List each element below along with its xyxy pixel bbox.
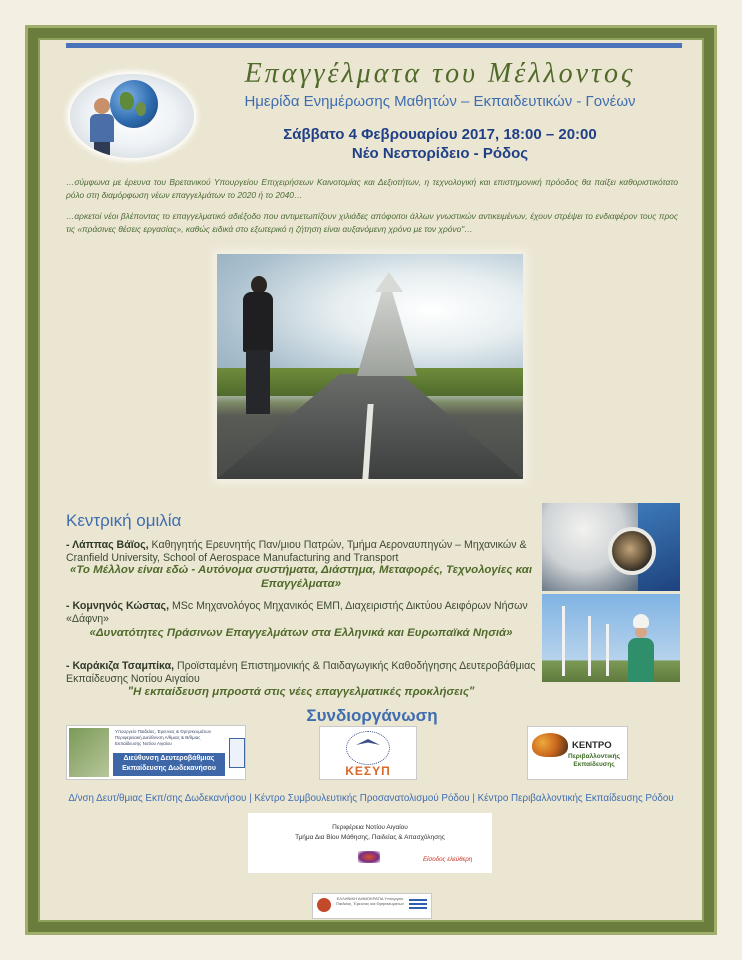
ministry-logo bbox=[312, 893, 432, 919]
directorate-logo-header: Υπουργείο Παιδείας, Έρευνας & Θρησκευμάτων Περιφερειακή Διεύθυνση Α/θμιας & Β/θμιας Εκπαίδευσης Νοτίου Αιγαίου bbox=[115, 729, 212, 746]
header-image-boy-globe bbox=[70, 74, 194, 158]
coorganization-heading: Συνδιοργάνωση bbox=[306, 706, 438, 725]
event-venue: Νέο Νεστορίδειο - Ρόδος bbox=[351, 145, 529, 162]
intro-paragraph-1: …σύμφωνα με έρευνα του Βρετανικού Υπουργείου Επιχειρήσεων Καινοτομίας και Δεξιοτήτων, η τεχνολογική και επιστημονική πρόοδος θα παίξει καθοριστικότατο ρόλο στη διαμόρφωση νέων επαγγελμάτων το 2020 ή το 2040… bbox=[66, 177, 678, 200]
intro-paragraph-2: …αρκετοί νέοι βλέποντας το επαγγελματικό αδιέξοδο που αντιμετωπίζουν χιλιάδες απόφοιτοι άλλων γνωστικών αντικειμένων, έχουν στρέψει το ενδιαφέρον τους προς τις «πράσινες θέσεις εργασίας», καθώς ειδικά στο εξωτερικό η ζήτηση είναι αυξανόμενη χρόνο με τον χρόνο"… bbox=[66, 211, 678, 234]
greek-flag-icon bbox=[409, 899, 427, 911]
partners-line: Δ/νση Δευτ/θμιας Εκπ/σης Δωδεκανήσου | Κέντρο Συμβουλευτικής Προσανατολισμού Ρόδου | Κέντρο Περιβαλλοντικής Εκπαίδευσης Ρόδου bbox=[68, 793, 674, 804]
environmental-center-title: ΚΕΝΤΡΟ bbox=[572, 740, 612, 751]
directorate-logo-text: Διεύθυνση Δευτεροβάθμιας Εκπαίδευσης Δωδεκανήσου bbox=[113, 753, 225, 776]
region-box bbox=[248, 813, 492, 873]
environmental-center-logo bbox=[527, 726, 628, 780]
environmental-center-subtitle: Περιβαλλοντικής Εκπαίδευσης bbox=[568, 753, 620, 768]
directorate-logo bbox=[66, 725, 246, 780]
businessman-figure bbox=[239, 276, 277, 416]
page-title: Επαγγέλματα του Μέλλοντος bbox=[244, 58, 636, 89]
seal-icon bbox=[229, 738, 245, 768]
wind-turbines-photo bbox=[542, 594, 680, 682]
top-rule bbox=[66, 43, 682, 48]
speaker-1-bio: Καθηγητής Ερευνητής Παν/μιου Πατρών, Τμήμα Αεροναυπηγών – Μηχανικών & Cranfield University, School of Aerospace Manufacturing and Transport bbox=[66, 539, 527, 564]
page-subtitle: Ημερίδα Ενημέρωσης Μαθητών – Εκπαιδευτικών - Γονέων bbox=[244, 93, 636, 110]
speaker-1-name: - Λάππας Βάϊος, bbox=[66, 539, 149, 551]
keynote-heading: Κεντρική ομιλία bbox=[66, 511, 182, 530]
speaker-2-bio: MSc Μηχανολόγος Μηχανικός ΕΜΠ, Διαχειριστής Δικτύου Αειφόρων Νήσων «Δάφνη» bbox=[66, 600, 528, 625]
butterfly-icon bbox=[532, 733, 568, 757]
kesyp-logo-text: ΚΕΣΥΠ bbox=[345, 764, 391, 778]
kesyp-logo bbox=[319, 726, 417, 780]
speaker-2-name: - Κομνηνός Κώστας, bbox=[66, 600, 170, 612]
event-datetime: Σάββατο 4 Φεβρουαρίου 2017, 18:00 – 20:00 bbox=[283, 126, 597, 143]
speaker-3-name: - Καράκιζα Τσαμπίκα, bbox=[66, 660, 175, 672]
speaker-2 bbox=[66, 600, 536, 625]
astronaut-photo bbox=[542, 503, 680, 591]
helmet-icon bbox=[608, 527, 656, 575]
child-figure bbox=[90, 98, 114, 156]
talk-title-3: "Η εκπαίδευση μπροστά στις νέες επαγγελματικές προκλήσεις" bbox=[127, 686, 475, 698]
talk-title-2: «Δυνατότητες Πράσινων Επαγγελμάτων στα Ελληνικά και Ευρωπαϊκά Νησιά» bbox=[89, 627, 513, 639]
talk-title-1: «Το Μέλλον είναι εδώ - Αυτόνομα συστήματα, Διάστημα, Μεταφορές, Τεχνολογίες και Επαγγέλματα» bbox=[69, 564, 533, 590]
engineer-figure bbox=[626, 614, 656, 682]
region-emblem-icon bbox=[358, 851, 380, 863]
ministry-emblem-icon bbox=[317, 898, 331, 912]
free-entry-label: Είσοδος ελεύθερη bbox=[423, 856, 473, 863]
speaker-1 bbox=[66, 539, 536, 564]
ministry-logo-text: ΕΛΛΗΝΙΚΗ ΔΗΜΟΚΡΑΤΙΑ Υπουργείο Παιδείας, Έρευνας και Θρησκευμάτων bbox=[336, 896, 404, 906]
region-name: Περιφέρεια Νοτίου Αιγαίου bbox=[332, 824, 408, 831]
region-department: Τμήμα Δια Βίου Μάθησης, Παιδείας & Απασχόλησης bbox=[295, 834, 445, 841]
globe-icon bbox=[110, 80, 158, 128]
central-image-road-arrow bbox=[217, 254, 523, 479]
speaker-3 bbox=[66, 660, 536, 685]
arrow-up-icon bbox=[375, 272, 403, 292]
speaker-3-bio: Προϊσταμένη Επιστημονικής & Παιδαγωγικής Καθοδήγησης Δευτεροβάθμιας Εκπαίδευσης Νοτίου Αιγαίου bbox=[66, 660, 536, 685]
